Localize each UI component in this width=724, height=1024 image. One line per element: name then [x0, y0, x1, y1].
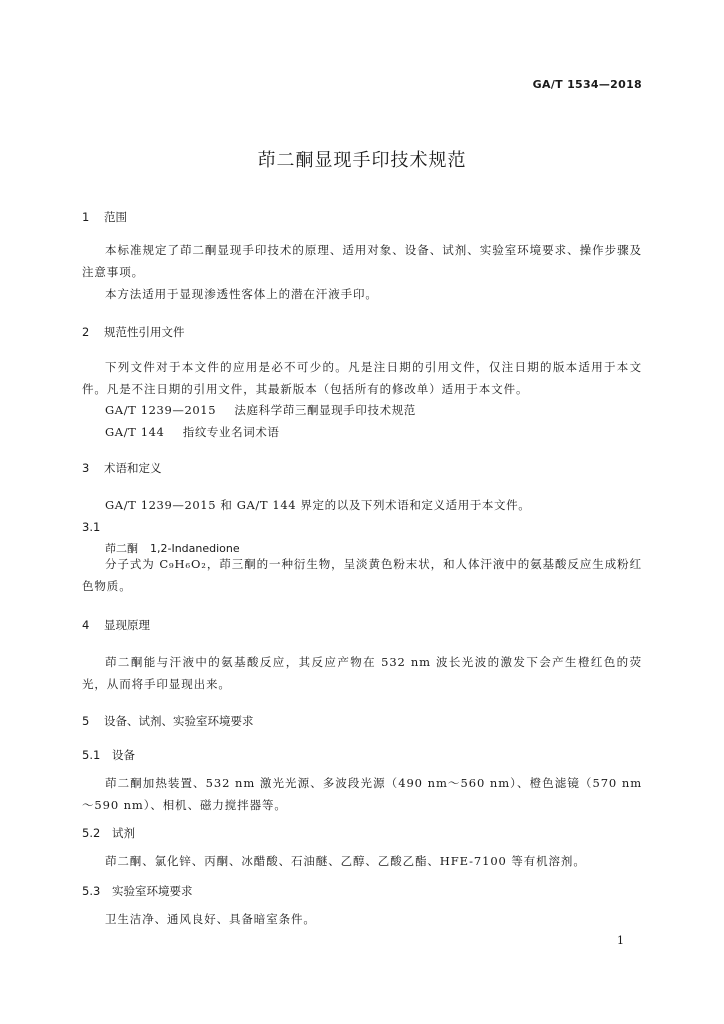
section-2-para-1: 下列文件对于本文件的应用是必不可少的。凡是注日期的引用文件，仅注日期的版本适用于本文件。凡是不注日期的引用文件，其最新版本（包括所有的修改单）适用于本文件。	[82, 360, 642, 396]
section-number: 4	[82, 618, 90, 632]
section-title: 规范性引用文件	[104, 325, 185, 339]
section-1-para-1: 本标准规定了茚二酮显现手印技术的原理、适用对象、设备、试剂、实验室环境要求、操作步骤及注意事项。	[82, 243, 642, 279]
section-title: 显现原理	[104, 618, 150, 632]
subsection-5-3-heading	[82, 883, 193, 899]
subsection-5-2-heading	[82, 825, 135, 841]
section-4-heading	[82, 617, 150, 633]
subsection-title: 试剂	[112, 826, 135, 840]
reference-code: GA/T 144	[105, 425, 165, 439]
section-1-para-2: 本方法适用于显现渗透性客体上的潜在汗液手印。	[105, 287, 378, 301]
subsection-number: 5.2	[82, 826, 101, 840]
section-number: 2	[82, 325, 90, 339]
section-number: 1	[82, 210, 90, 224]
subsection-title: 设备	[112, 748, 135, 762]
section-number: 5	[82, 714, 90, 728]
reference-item	[105, 402, 416, 418]
subsection-number: 5.3	[82, 884, 101, 898]
term-english: 1,2-Indanedione	[150, 542, 240, 555]
section-1-heading	[82, 209, 127, 225]
section-title: 范围	[104, 210, 127, 224]
term-chinese: 茚二酮	[105, 542, 138, 555]
subsection-5-2-text: 茚二酮、氯化锌、丙酮、冰醋酸、石油醚、乙醇、乙酸乙酯、HFE-7100 等有机溶剂。	[105, 854, 586, 868]
section-number: 3	[82, 461, 90, 475]
reference-name: 法庭科学茚三酮显现手印技术规范	[234, 403, 416, 417]
standard-code: GA/T 1534—2018	[532, 78, 642, 91]
section-3-heading	[82, 460, 162, 476]
subsection-5-3-text: 卫生洁净、通风良好、具备暗室条件。	[105, 912, 316, 926]
term-definition: 分子式为 C₉H₆O₂，茚三酮的一种衍生物，呈淡黄色粉末状，和人体汗液中的氨基酸反应生成粉红色物质。	[82, 557, 642, 593]
reference-name: 指纹专业名词术语	[182, 425, 280, 439]
reference-item	[105, 424, 280, 440]
subsection-5-1-text: 茚二酮加热装置、532 nm 激光光源、多波段光源（490 nm～560 nm）、橙色滤镜（570 nm～590 nm）、相机、磁力搅拌器等。	[82, 776, 642, 812]
section-3-para-1: GA/T 1239—2015 和 GA/T 144 界定的以及下列术语和定义适用于本文件。	[105, 498, 531, 512]
reference-code: GA/T 1239—2015	[105, 403, 217, 417]
subsection-number: 5.1	[82, 748, 101, 762]
subsection-5-1-heading	[82, 747, 135, 763]
section-5-heading	[82, 713, 254, 729]
document-title: 茚二酮显现手印技术规范	[257, 150, 467, 171]
section-4-para-1: 茚二酮能与汗液中的氨基酸反应，其反应产物在 532 nm 波长光波的激发下会产生橙红色的荧光，从而将手印显现出来。	[82, 655, 642, 691]
section-2-heading	[82, 324, 185, 340]
section-title: 术语和定义	[104, 461, 162, 475]
subsection-3-1-number: 3.1	[82, 520, 101, 534]
subsection-title: 实验室环境要求	[112, 884, 193, 898]
section-title: 设备、试剂、实验室环境要求	[104, 714, 254, 728]
page-number: 1	[617, 934, 624, 947]
